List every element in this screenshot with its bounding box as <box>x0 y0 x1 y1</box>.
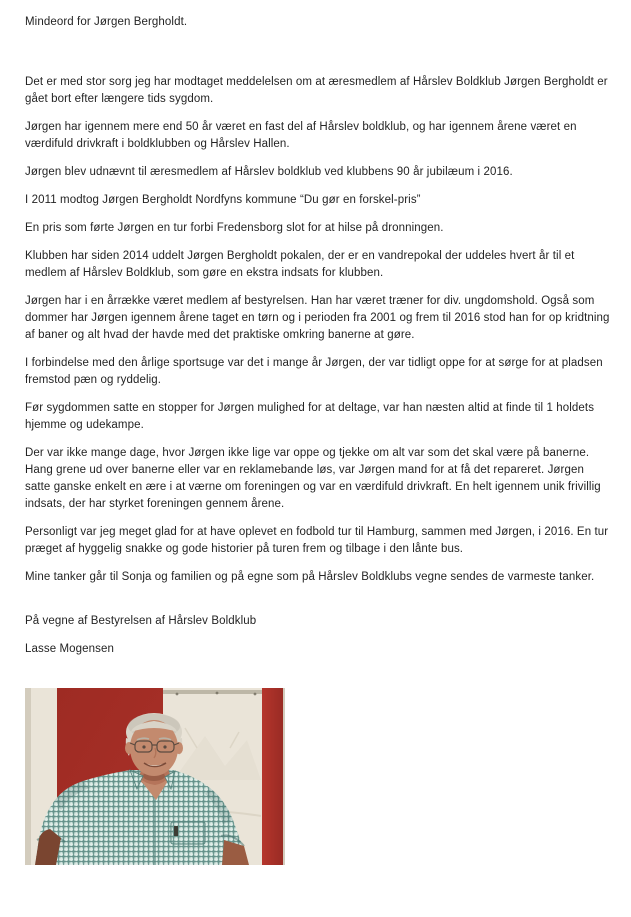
red-stripe-right <box>262 688 283 865</box>
signature-block <box>25 613 610 658</box>
paragraph: Jørgen blev udnævnt til æresmedlem af Hårslev boldklub ved klubbens 90 år jubilæum i 2016. <box>25 166 513 178</box>
right-eye <box>163 745 166 748</box>
paragraph: I forbindelse med den årlige sportsuge var det i mange år Jørgen, der var tidligt oppe for at sørge for at pladsen fremstod pæn og ryddelig. <box>25 357 603 386</box>
signature-name: Lasse Mogensen <box>25 643 114 655</box>
paragraph: Før sygdommen satte en stopper for Jørgen mulighed for at deltage, var han næsten altid at finde til 1 holdets hjemme og udekampe. <box>25 402 595 431</box>
left-eye <box>142 745 145 748</box>
paragraph: Jørgen har i en årrække været medlem af bestyrelsen. Han har været træner for div. ungdomshold. Også som dommer har Jørgen igennem årene taget en tørn og i perioden fra 2001 og frem til 2016 stod han for op kridtning af baner og alt hvad der havde med det praktiske omkring banerne at gøre. <box>25 295 610 341</box>
paragraph: I 2011 modtog Jørgen Bergholdt Nordfyns kommune “Du gør en forskel-pris” <box>25 194 421 206</box>
paragraph: Det er med stor sorg jeg har modtaget meddelelsen om at æresmedlem af Hårslev Boldklub Jørgen Bergholdt er gået bort efter længere tids sygdom. <box>25 76 608 105</box>
left-edge-shadow <box>25 688 31 865</box>
document-title: Mindeord for Jørgen Bergholdt. <box>25 16 188 28</box>
right-edge-shadow <box>283 688 285 865</box>
document-body <box>25 14 610 658</box>
pocket-button <box>174 826 178 836</box>
paragraph: Jørgen har igennem mere end 50 år været en fast del af Hårslev boldklub, og har igennem årene været en værdifuld drivkraft i boldklubben og Hårslev Hallen. <box>25 121 577 150</box>
memorial-photo-illustration <box>25 688 285 865</box>
paragraph: En pris som førte Jørgen en tur forbi Fredensborg slot for at hilse på dronningen. <box>25 222 444 234</box>
memorial-photo <box>25 688 285 865</box>
paragraph: Klubben har siden 2014 uddelt Jørgen Bergholdt pokalen, der er en vandrepokal der uddeles hvert år til et medlem af Hårslev Boldklub, som gøre en ekstra indsats for klubben. <box>25 250 575 279</box>
paragraph: Mine tanker går til Sonja og familien og på egne som på Hårslev Boldklubs vegne sendes de varmeste tanker. <box>25 571 595 583</box>
paragraph: Personligt var jeg meget glad for at have oplevet en fodbold tur til Hamburg, sammen med Jørgen, i 2016. En tur præget af hyggelig snakke og gode historier på turen frem og tilbage i den lånte bus. <box>25 526 609 555</box>
signature-on-behalf: På vegne af Bestyrelsen af Hårslev Boldklub <box>25 615 257 627</box>
paragraph: Der var ikke mange dage, hvor Jørgen ikke lige var oppe og tjekke om alt var som det skal være på banerne. Hang grene ud over banerne eller var en reklamebande løs, var Jørgen mand for at få det repareret. Jørgen satte ganske enkelt en ære i at værne om foreningen og var en værdifuld drivkraft. En helt igennem unik frivillig indsats, der har styrket foreningen gennem årene. <box>25 447 601 510</box>
